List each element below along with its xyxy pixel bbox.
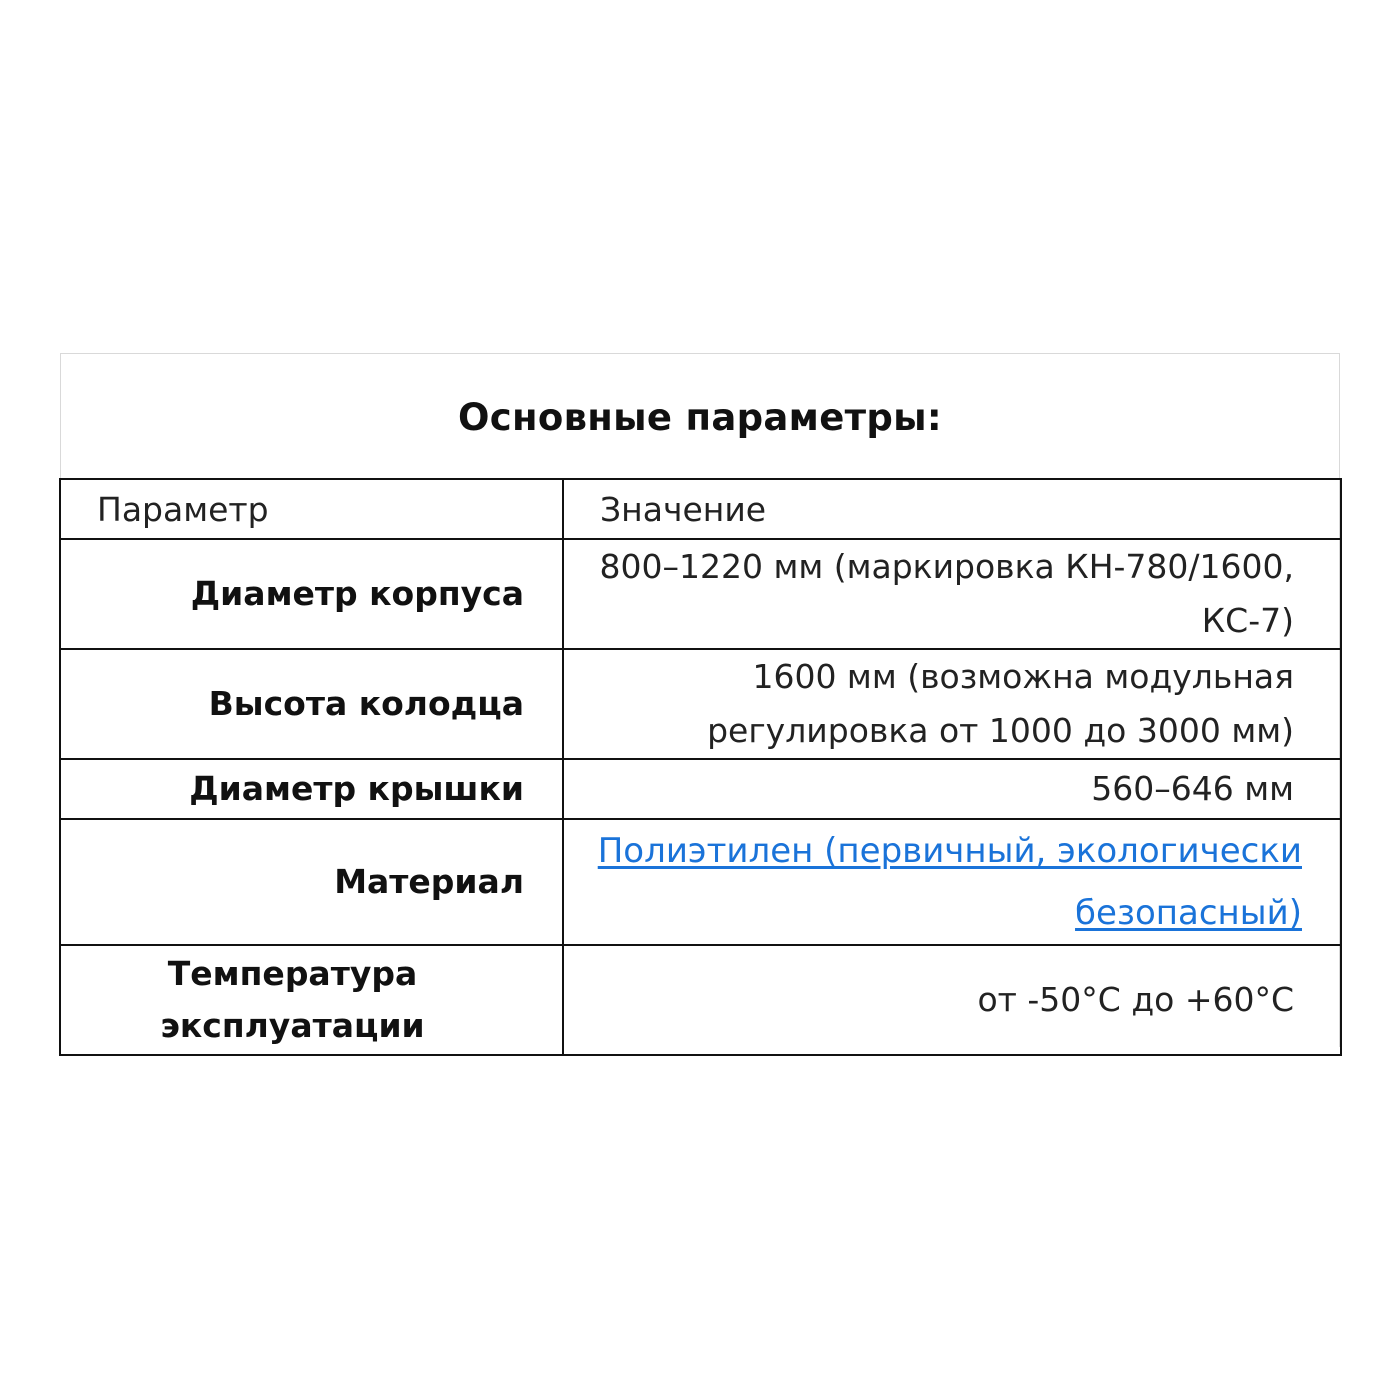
table-header-row	[60, 479, 1341, 539]
parameter-value: 560–646 мм	[563, 759, 1341, 819]
parameters-table	[59, 478, 1342, 1056]
parameter-value: 1600 мм (возможна модульная регулировка от 1000 до 3000 мм)	[563, 649, 1341, 759]
table-row	[60, 759, 1341, 819]
material-link[interactable]: Полиэтилен (первичный, экологически безопасный)	[597, 831, 1302, 933]
table-row	[60, 539, 1341, 649]
parameter-label: Диаметр крышки	[60, 759, 563, 819]
parameter-label: Материал	[60, 819, 563, 945]
parameter-label: Температура эксплуатации	[160, 954, 425, 1045]
table-row	[60, 819, 1341, 945]
parameter-label-cell	[60, 945, 563, 1055]
parameter-value: от -50°C до +60°C	[563, 945, 1341, 1055]
column-header-value: Значение	[563, 479, 1341, 539]
column-header-parameter: Параметр	[60, 479, 563, 539]
table-caption: Основные параметры:	[458, 396, 942, 439]
parameter-value: 800–1220 мм (маркировка КН-780/1600, КС-7)	[563, 539, 1341, 649]
parameter-label: Высота колодца	[60, 649, 563, 759]
parameter-label: Диаметр корпуса	[60, 539, 563, 649]
parameter-value-cell	[563, 819, 1341, 945]
table-row	[60, 649, 1341, 759]
table-row	[60, 945, 1341, 1055]
